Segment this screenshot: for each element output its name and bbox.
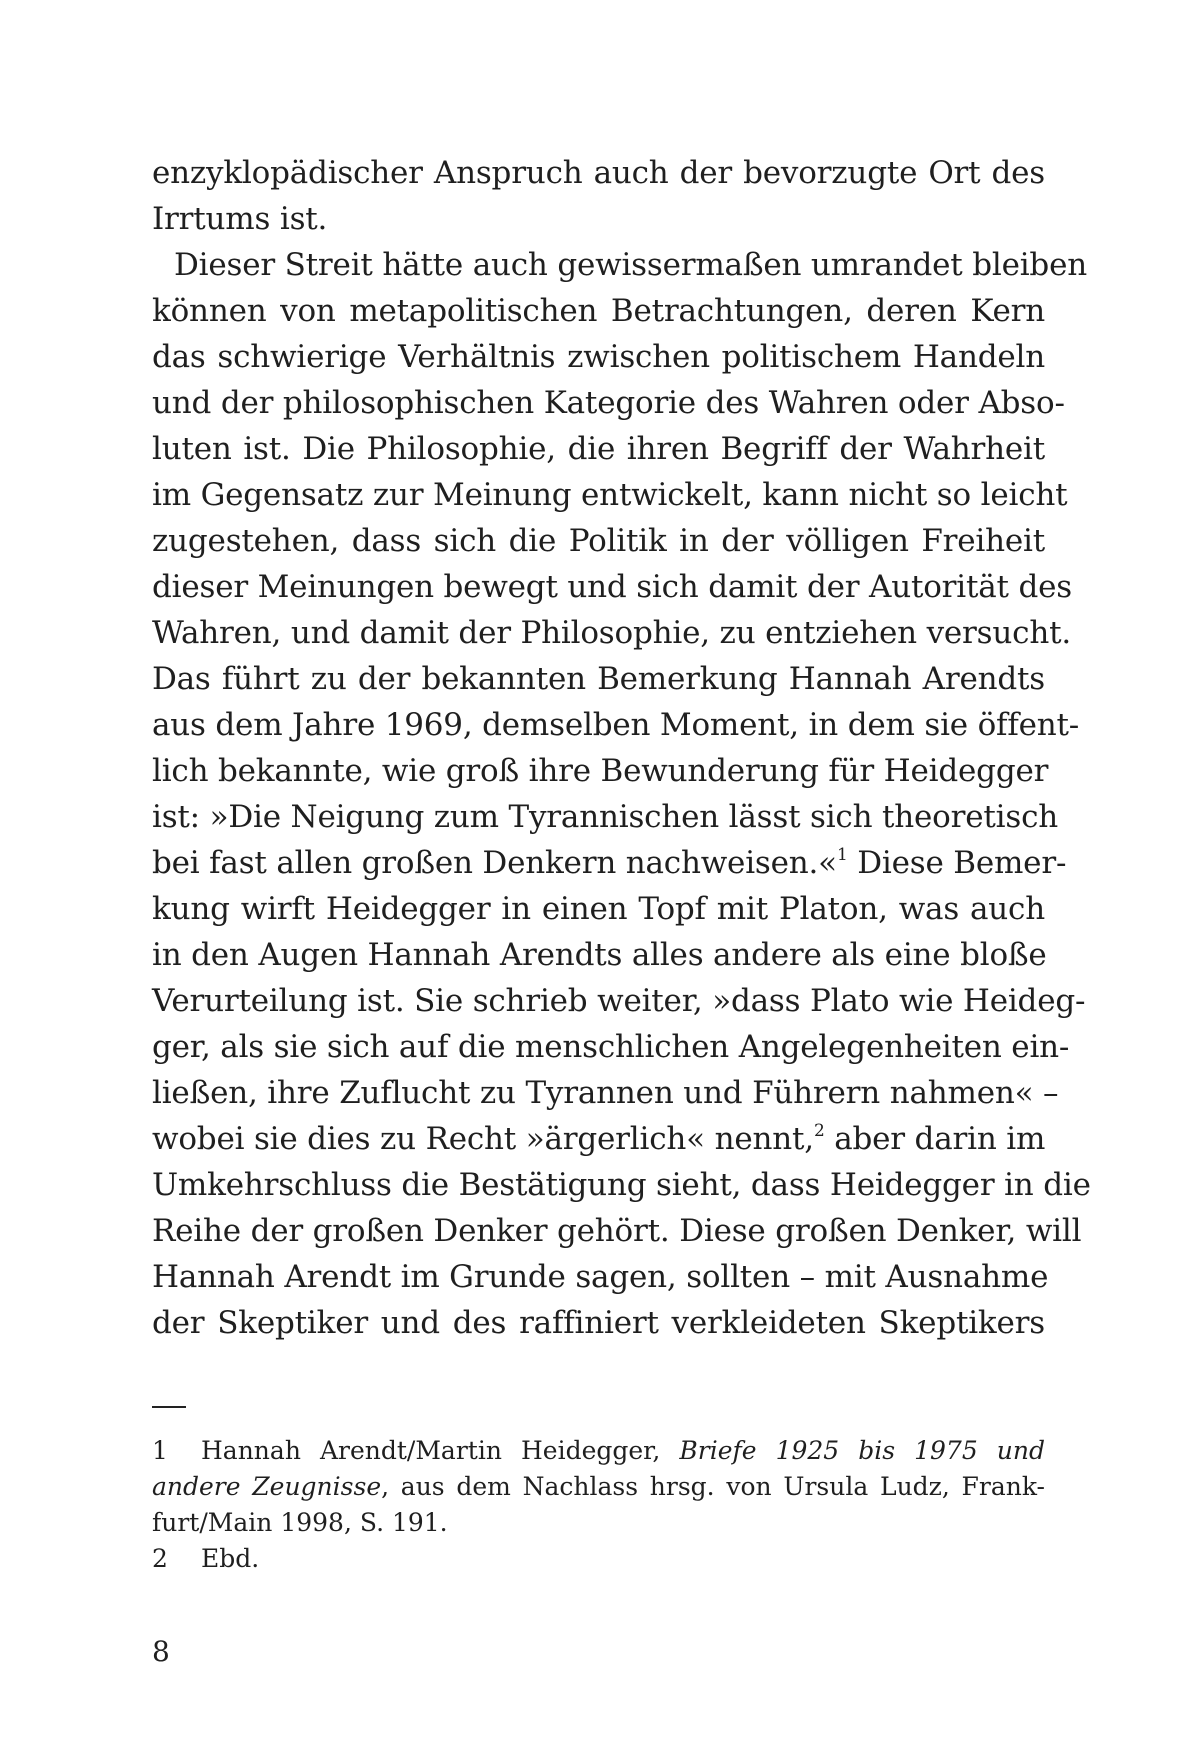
text-line: und der philosophischen Kategorie des Wahren oder Abso- xyxy=(152,385,1065,421)
text-line: kung wirft Heidegger in einen Topf mit Platon, was auch xyxy=(152,891,1045,927)
footnote-text: , aus dem Nachlass hrsg. von Ursula Ludz, Frank- xyxy=(381,1472,1045,1501)
text-segment: bei fast allen großen Denkern nachweisen.« xyxy=(152,845,837,881)
text-line: der Skeptiker und des raffiniert verkleideten Skeptikers xyxy=(152,1305,1045,1341)
text-segment: wobei sie dies zu Recht »ärgerlich« nennt, xyxy=(152,1121,814,1157)
text-segment: Diese Bemer- xyxy=(847,845,1067,881)
footnote-reference[interactable]: 1 xyxy=(836,845,848,865)
text-line: lich bekannte, wie groß ihre Bewunderung für Heidegger xyxy=(152,753,1049,789)
text-segment: aber darin im xyxy=(824,1121,1046,1157)
footnote-number: 1 xyxy=(152,1436,168,1465)
footnote-1-line: furt/Main 1998, S. 191. xyxy=(152,1508,448,1537)
footnote-separator xyxy=(152,1406,186,1408)
footnotes xyxy=(152,1433,1045,1577)
text-line: luten ist. Die Philosophie, die ihren Begriff der Wahrheit xyxy=(152,431,1045,467)
text-line: Umkehrschluss die Bestätigung sieht, dass Heidegger in die xyxy=(152,1167,1091,1203)
footnote-1-line xyxy=(152,1433,1045,1469)
footnote-text: Hannah Arendt/Martin Heidegger, xyxy=(201,1436,680,1465)
text-line: dieser Meinungen bewegt und sich damit der Autorität des xyxy=(152,569,1072,605)
text-line: das schwierige Verhältnis zwischen politischem Handeln xyxy=(152,339,1045,375)
text-line: ließen, ihre Zuflucht zu Tyrannen und Führern nahmen« – xyxy=(152,1075,1059,1111)
text-line: ger, als sie sich auf die menschlichen Angelegenheiten ein- xyxy=(152,1029,1070,1065)
footnote-title: Briefe 1925 bis 1975 und xyxy=(679,1436,1045,1465)
main-text xyxy=(152,150,1091,1346)
text-line: können von metapolitischen Betrachtungen, deren Kern xyxy=(152,293,1045,329)
text-line: enzyklopädischer Anspruch auch der bevorzugte Ort des xyxy=(152,155,1045,191)
page-number: 8 xyxy=(152,1635,170,1668)
text-line: zugestehen, dass sich die Politik in der völligen Freiheit xyxy=(152,523,1045,559)
text-line: in den Augen Hannah Arendts alles andere als eine bloße xyxy=(152,937,1047,973)
text-line: Hannah Arendt im Grunde sagen, sollten – mit Ausnahme xyxy=(152,1259,1049,1295)
text-line: Reihe der großen Denker gehört. Diese großen Denker, will xyxy=(152,1213,1082,1249)
text-line: ist: »Die Neigung zum Tyrannischen lässt sich theoretisch xyxy=(152,799,1058,835)
text-line: Dieser Streit hätte auch gewissermaßen umrandet bleiben xyxy=(174,247,1087,283)
footnote-2-line xyxy=(152,1541,1045,1577)
text-line: Irrtums ist. xyxy=(152,201,328,237)
text-line: Verurteilung ist. Sie schrieb weiter, »dass Plato wie Heideg- xyxy=(152,983,1086,1019)
footnote-title: andere Zeugnisse xyxy=(152,1472,382,1501)
text-line: Das führt zu der bekannten Bemerkung Hannah Arendts xyxy=(152,661,1045,697)
footnote-number: 2 xyxy=(152,1544,168,1573)
text-line: Wahren, und damit der Philosophie, zu entziehen versucht. xyxy=(152,615,1071,651)
text-line xyxy=(152,1116,1045,1162)
text-line xyxy=(152,840,1067,886)
footnote-reference[interactable]: 2 xyxy=(813,1121,825,1141)
footnote-text: Ebd. xyxy=(201,1544,260,1573)
text-line: im Gegensatz zur Meinung entwickelt, kann nicht so leicht xyxy=(152,477,1068,513)
text-line: aus dem Jahre 1969, demselben Moment, in dem sie öffent- xyxy=(152,707,1080,743)
footnote-1-line xyxy=(152,1469,1045,1505)
